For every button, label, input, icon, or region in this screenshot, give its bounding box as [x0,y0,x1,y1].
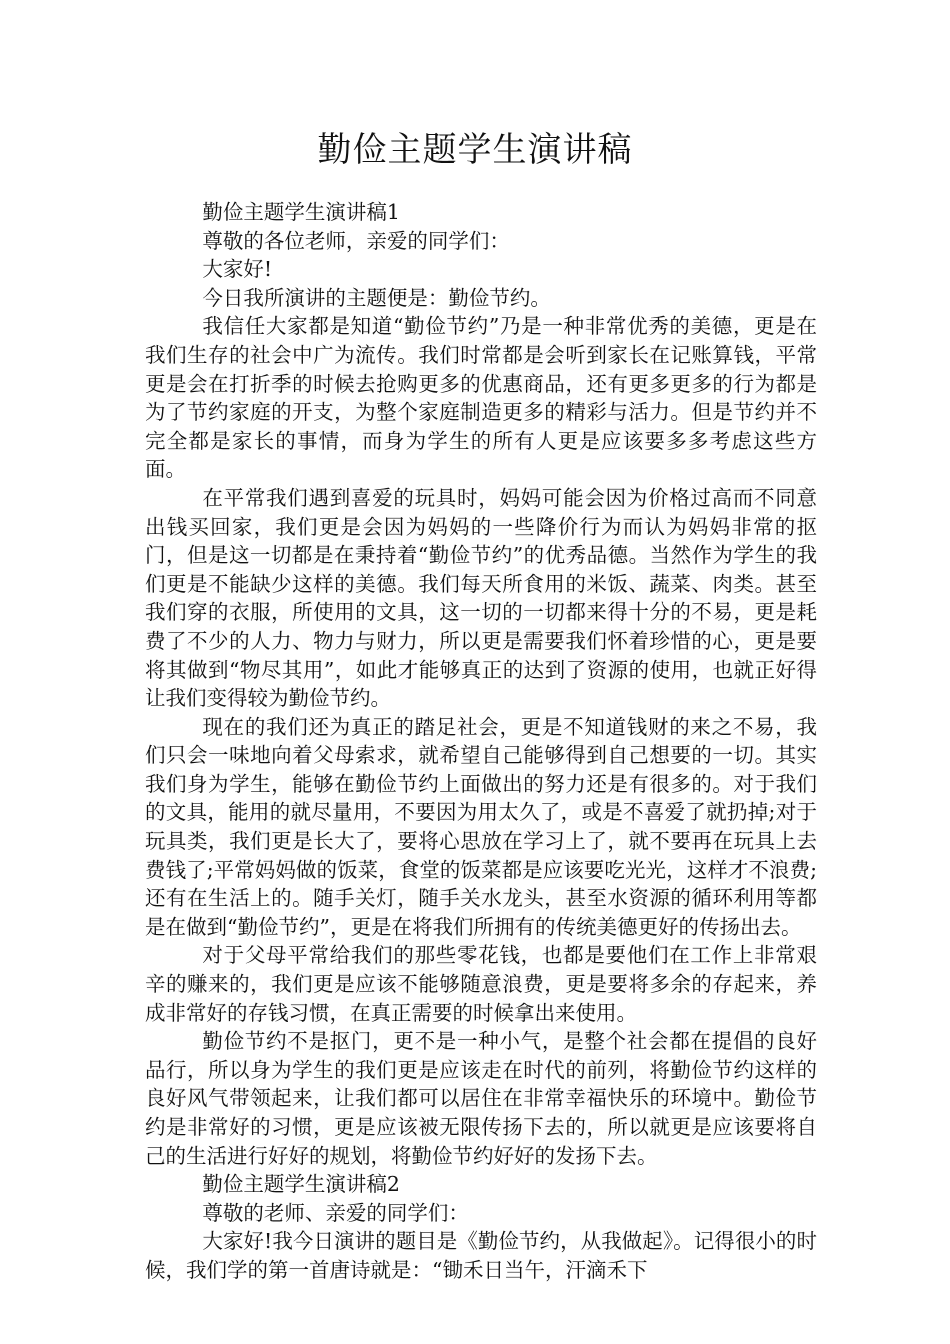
subheading-1: 勤俭主题学生演讲稿1 [202,200,400,224]
salutation-1: 尊敬的各位老师，亲爱的同学们： [202,228,510,253]
paragraph: 大家好!我今日演讲的题目是《勤俭节约，从我做起》。记得很小的时候，我们学的第一首唐诗就是：“锄禾日当午，汗滴禾下 [145,1229,817,1282]
theme-line: 今日我所演讲的主题便是：勤俭节约。 [202,285,551,310]
document-body [145,198,817,1285]
paragraph: 对于父母平常给我们的那些零花钱，也都是要他们在工作上非常艰辛的赚来的，我们更是应该不能够随意浪费，更是要将多余的存起来，养成非常好的存钱习惯，在真正需要的时候拿出来使用。 [145,943,817,1025]
paragraph: 在平常我们遇到喜爱的玩具时，妈妈可能会因为价格过高而不同意出钱买回家，我们更是会因为妈妈的一些降价行为而认为妈妈非常的抠门，但是这一切都是在秉持着“勤俭节约”的优秀品德。当然作为学生的我们更是不能缺少这样的美德。我们每天所食用的米饭、蔬菜、肉类。甚至我们穿的衣服，所使用的文具，这一切的一切都来得十分的不易，更是耗费了不少的人力、物力与财力，所以更是需要我们怀着珍惜的心，更是要将其做到“物尽其用”，如此才能够真正的达到了资源的使用，也就正好得让我们变得较为勤俭节约。 [145,485,817,711]
paragraph: 现在的我们还为真正的踏足社会，更是不知道钱财的来之不易，我们只会一味地向着父母索求，就希望自己能够得到自己想要的一切。其实我们身为学生，能够在勤俭节约上面做出的努力还是有很多的。对于我们的文具，能用的就尽量用，不要因为用太久了，或是不喜爱了就扔掉;对于玩具类，我们更是长大了，要将心思放在学习上了，就不要再在玩具上去费钱了;平常妈妈做的饭菜，食堂的饭菜都是应该要吃光光，这样才不浪费;还有在生活上的。随手关灯，随手关水龙头，甚至水资源的循环利用等都是在做到“勤俭节约”，更是在将我们所拥有的传统美德更好的传扬出去。 [145,714,817,939]
page-title: 勤俭主题学生演讲稿 [317,130,633,170]
salutation-2: 尊敬的老师、亲爱的同学们： [202,1200,469,1225]
paragraph: 勤俭节约不是抠门，更不是一种小气，是整个社会都在提倡的良好品行，所以身为学生的我们更是应该走在时代的前列，将勤俭节约这样的良好风气带领起来，让我们都可以居住在非常幸福快乐的环境中。勤俭节约是非常好的习惯，更是应该被无限传扬下去的，所以就更是应该要将自己的生活进行好好的规划，将勤俭节约好好的发扬下去。 [145,1029,817,1168]
subheading-2: 勤俭主题学生演讲稿2 [202,1172,400,1197]
paragraph: 我信任大家都是知道“勤俭节约”乃是一种非常优秀的美德，更是在我们生存的社会中广为流传。我们时常都是会听到家长在记账算钱，平常更是会在打折季的时候去抢购更多的优惠商品，还有更多更多的行为都是为了节约家庭的开支，为整个家庭制造更多的精彩与活力。但是节约并不完全都是家长的事情，而身为学生的所有人更是应该要多多考虑这些方面。 [145,314,817,482]
greeting-1: 大家好! [202,257,273,282]
